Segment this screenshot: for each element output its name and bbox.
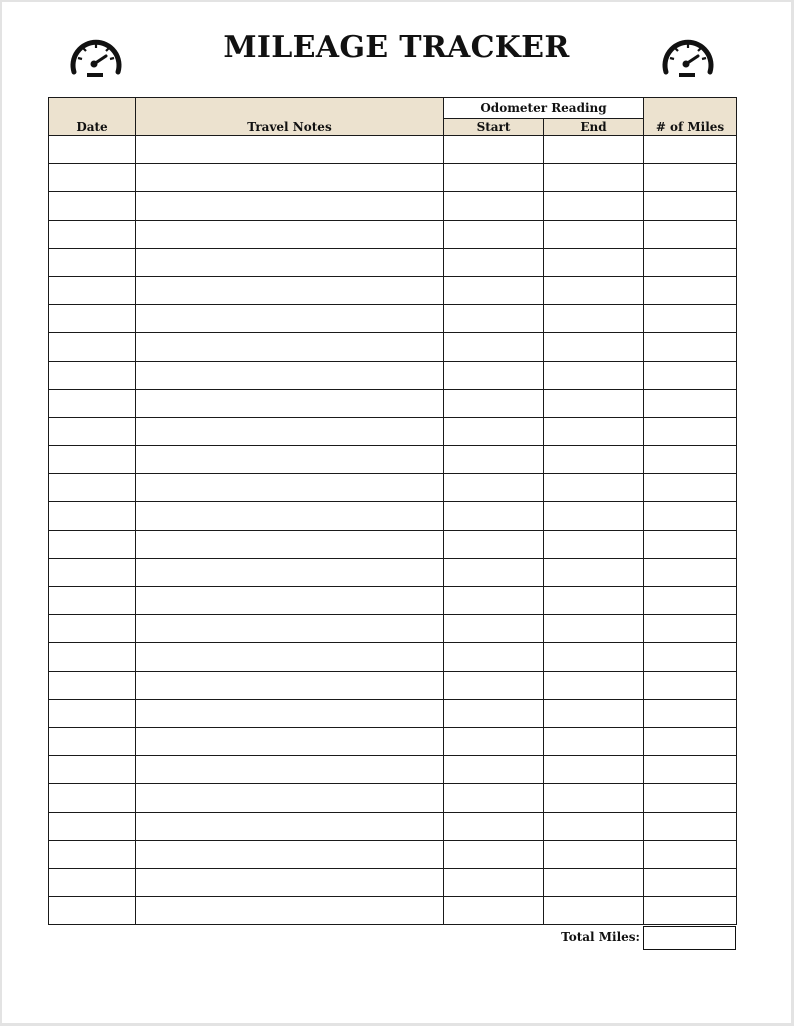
page-title: MILEAGE TRACKER: [223, 30, 570, 65]
odometer-end-cell[interactable]: [544, 840, 644, 868]
table-row: [49, 192, 737, 220]
miles-cell[interactable]: [644, 756, 737, 784]
travel-notes-cell[interactable]: [136, 417, 444, 445]
miles-cell[interactable]: [644, 136, 737, 164]
odometer-end-cell[interactable]: [544, 361, 644, 389]
odometer-end-cell[interactable]: [544, 502, 644, 530]
column-header-miles: # of Miles: [644, 98, 737, 136]
odometer-end-cell[interactable]: [544, 220, 644, 248]
date-cell[interactable]: [49, 643, 136, 671]
miles-cell[interactable]: [644, 446, 737, 474]
table-row: [49, 474, 737, 502]
table-row: [49, 361, 737, 389]
odometer-start-cell[interactable]: [444, 530, 544, 558]
column-header-end: End: [544, 119, 644, 136]
miles-cell[interactable]: [644, 643, 737, 671]
odometer-end-cell[interactable]: [544, 812, 644, 840]
travel-notes-cell[interactable]: [136, 248, 444, 276]
odometer-start-cell[interactable]: [444, 389, 544, 417]
date-cell[interactable]: [49, 897, 136, 925]
date-cell[interactable]: [49, 361, 136, 389]
travel-notes-cell[interactable]: [136, 333, 444, 361]
odometer-start-cell[interactable]: [444, 417, 544, 445]
date-cell[interactable]: [49, 333, 136, 361]
odometer-start-cell[interactable]: [444, 587, 544, 615]
miles-cell[interactable]: [644, 699, 737, 727]
odometer-start-cell[interactable]: [444, 784, 544, 812]
table-row: [49, 699, 737, 727]
table-row: [49, 727, 737, 755]
table-row: [49, 756, 737, 784]
odometer-start-cell[interactable]: [444, 192, 544, 220]
table-row: [49, 587, 737, 615]
table-row: [49, 276, 737, 304]
date-cell[interactable]: [49, 756, 136, 784]
travel-notes-cell[interactable]: [136, 784, 444, 812]
miles-cell[interactable]: [644, 474, 737, 502]
odometer-start-cell[interactable]: [444, 558, 544, 586]
travel-notes-cell[interactable]: [136, 136, 444, 164]
date-cell[interactable]: [49, 248, 136, 276]
date-cell[interactable]: [49, 417, 136, 445]
date-cell[interactable]: [49, 164, 136, 192]
miles-cell[interactable]: [644, 333, 737, 361]
table-row: [49, 671, 737, 699]
table-row: [49, 305, 737, 333]
miles-cell[interactable]: [644, 192, 737, 220]
miles-cell[interactable]: [644, 389, 737, 417]
date-cell[interactable]: [49, 389, 136, 417]
travel-notes-cell[interactable]: [136, 558, 444, 586]
odometer-end-cell[interactable]: [544, 305, 644, 333]
date-cell[interactable]: [49, 136, 136, 164]
column-header-date: Date: [49, 98, 136, 136]
odometer-start-cell[interactable]: [444, 727, 544, 755]
odometer-start-cell[interactable]: [444, 643, 544, 671]
table-row: [49, 530, 737, 558]
miles-cell[interactable]: [644, 784, 737, 812]
odometer-end-cell[interactable]: [544, 558, 644, 586]
table-row: [49, 502, 737, 530]
table-row: [49, 615, 737, 643]
odometer-end-cell[interactable]: [544, 333, 644, 361]
table-row: [49, 558, 737, 586]
odometer-end-cell[interactable]: [544, 587, 644, 615]
miles-cell[interactable]: [644, 727, 737, 755]
date-cell[interactable]: [49, 868, 136, 896]
travel-notes-cell[interactable]: [136, 699, 444, 727]
table-row: [49, 868, 737, 896]
miles-cell[interactable]: [644, 502, 737, 530]
travel-notes-cell[interactable]: [136, 502, 444, 530]
odometer-end-cell[interactable]: [544, 727, 644, 755]
travel-notes-cell[interactable]: [136, 897, 444, 925]
travel-notes-cell[interactable]: [136, 530, 444, 558]
date-cell[interactable]: [49, 840, 136, 868]
miles-cell[interactable]: [644, 220, 737, 248]
travel-notes-cell[interactable]: [136, 192, 444, 220]
date-cell[interactable]: [49, 220, 136, 248]
date-cell[interactable]: [49, 699, 136, 727]
odometer-end-cell[interactable]: [544, 643, 644, 671]
miles-cell[interactable]: [644, 671, 737, 699]
odometer-start-cell[interactable]: [444, 220, 544, 248]
column-header-start: Start: [444, 119, 544, 136]
odometer-end-cell[interactable]: [544, 446, 644, 474]
odometer-start-cell[interactable]: [444, 276, 544, 304]
odometer-start-cell[interactable]: [444, 248, 544, 276]
travel-notes-cell[interactable]: [136, 840, 444, 868]
travel-notes-cell[interactable]: [136, 587, 444, 615]
odometer-end-cell[interactable]: [544, 784, 644, 812]
table-row: [49, 417, 737, 445]
column-group-odometer-reading: Odometer Reading: [444, 98, 644, 119]
odometer-end-cell[interactable]: [544, 615, 644, 643]
table-row: [49, 812, 737, 840]
date-cell[interactable]: [49, 192, 136, 220]
table-row: [49, 897, 737, 925]
travel-notes-cell[interactable]: [136, 756, 444, 784]
travel-notes-cell[interactable]: [136, 446, 444, 474]
miles-cell[interactable]: [644, 305, 737, 333]
travel-notes-cell[interactable]: [136, 727, 444, 755]
odometer-start-cell[interactable]: [444, 164, 544, 192]
date-cell[interactable]: [49, 530, 136, 558]
odometer-start-cell[interactable]: [444, 868, 544, 896]
odometer-start-cell[interactable]: [444, 305, 544, 333]
miles-cell[interactable]: [644, 276, 737, 304]
date-cell[interactable]: [49, 446, 136, 474]
miles-cell[interactable]: [644, 587, 737, 615]
mileage-log-table: [48, 97, 737, 925]
date-cell[interactable]: [49, 671, 136, 699]
date-cell[interactable]: [49, 784, 136, 812]
table-row: [49, 784, 737, 812]
travel-notes-cell[interactable]: [136, 361, 444, 389]
date-cell[interactable]: [49, 587, 136, 615]
odometer-start-cell[interactable]: [444, 812, 544, 840]
table-row: [49, 840, 737, 868]
miles-cell[interactable]: [644, 615, 737, 643]
total-miles-field[interactable]: [643, 926, 736, 950]
speedometer-icon: [658, 36, 718, 80]
odometer-start-cell[interactable]: [444, 756, 544, 784]
odometer-end-cell[interactable]: [544, 530, 644, 558]
travel-notes-cell[interactable]: [136, 868, 444, 896]
odometer-start-cell[interactable]: [444, 333, 544, 361]
odometer-start-cell[interactable]: [444, 361, 544, 389]
table-row: [49, 220, 737, 248]
odometer-end-cell[interactable]: [544, 164, 644, 192]
date-cell[interactable]: [49, 727, 136, 755]
odometer-end-cell[interactable]: [544, 868, 644, 896]
odometer-end-cell[interactable]: [544, 136, 644, 164]
miles-cell[interactable]: [644, 840, 737, 868]
odometer-end-cell[interactable]: [544, 389, 644, 417]
odometer-start-cell[interactable]: [444, 671, 544, 699]
table-row: [49, 164, 737, 192]
miles-cell[interactable]: [644, 897, 737, 925]
total-miles-label: Total Miles:: [561, 930, 640, 944]
date-cell[interactable]: [49, 474, 136, 502]
travel-notes-cell[interactable]: [136, 220, 444, 248]
table-row: [49, 643, 737, 671]
odometer-end-cell[interactable]: [544, 897, 644, 925]
date-cell[interactable]: [49, 812, 136, 840]
odometer-end-cell[interactable]: [544, 699, 644, 727]
travel-notes-cell[interactable]: [136, 671, 444, 699]
travel-notes-cell[interactable]: [136, 615, 444, 643]
miles-cell[interactable]: [644, 558, 737, 586]
miles-cell[interactable]: [644, 361, 737, 389]
miles-cell[interactable]: [644, 530, 737, 558]
odometer-end-cell[interactable]: [544, 192, 644, 220]
odometer-start-cell[interactable]: [444, 136, 544, 164]
miles-cell[interactable]: [644, 868, 737, 896]
odometer-start-cell[interactable]: [444, 474, 544, 502]
odometer-end-cell[interactable]: [544, 671, 644, 699]
odometer-start-cell[interactable]: [444, 840, 544, 868]
mileage-log-body: [49, 136, 737, 925]
travel-notes-cell[interactable]: [136, 474, 444, 502]
miles-cell[interactable]: [644, 417, 737, 445]
date-cell[interactable]: [49, 615, 136, 643]
travel-notes-cell[interactable]: [136, 812, 444, 840]
date-cell[interactable]: [49, 502, 136, 530]
odometer-end-cell[interactable]: [544, 756, 644, 784]
table-row: [49, 333, 737, 361]
miles-cell[interactable]: [644, 248, 737, 276]
table-row: [49, 446, 737, 474]
odometer-start-cell[interactable]: [444, 615, 544, 643]
travel-notes-cell[interactable]: [136, 643, 444, 671]
date-cell[interactable]: [49, 276, 136, 304]
odometer-start-cell[interactable]: [444, 502, 544, 530]
travel-notes-cell[interactable]: [136, 305, 444, 333]
date-cell[interactable]: [49, 558, 136, 586]
travel-notes-cell[interactable]: [136, 164, 444, 192]
table-row: [49, 248, 737, 276]
table-row: [49, 389, 737, 417]
date-cell[interactable]: [49, 305, 136, 333]
odometer-start-cell[interactable]: [444, 699, 544, 727]
odometer-end-cell[interactable]: [544, 417, 644, 445]
travel-notes-cell[interactable]: [136, 276, 444, 304]
miles-cell[interactable]: [644, 164, 737, 192]
miles-cell[interactable]: [644, 812, 737, 840]
odometer-start-cell[interactable]: [444, 897, 544, 925]
column-header-travel-notes: Travel Notes: [136, 98, 444, 136]
odometer-end-cell[interactable]: [544, 248, 644, 276]
odometer-end-cell[interactable]: [544, 474, 644, 502]
table-row: [49, 136, 737, 164]
odometer-start-cell[interactable]: [444, 446, 544, 474]
travel-notes-cell[interactable]: [136, 389, 444, 417]
odometer-end-cell[interactable]: [544, 276, 644, 304]
